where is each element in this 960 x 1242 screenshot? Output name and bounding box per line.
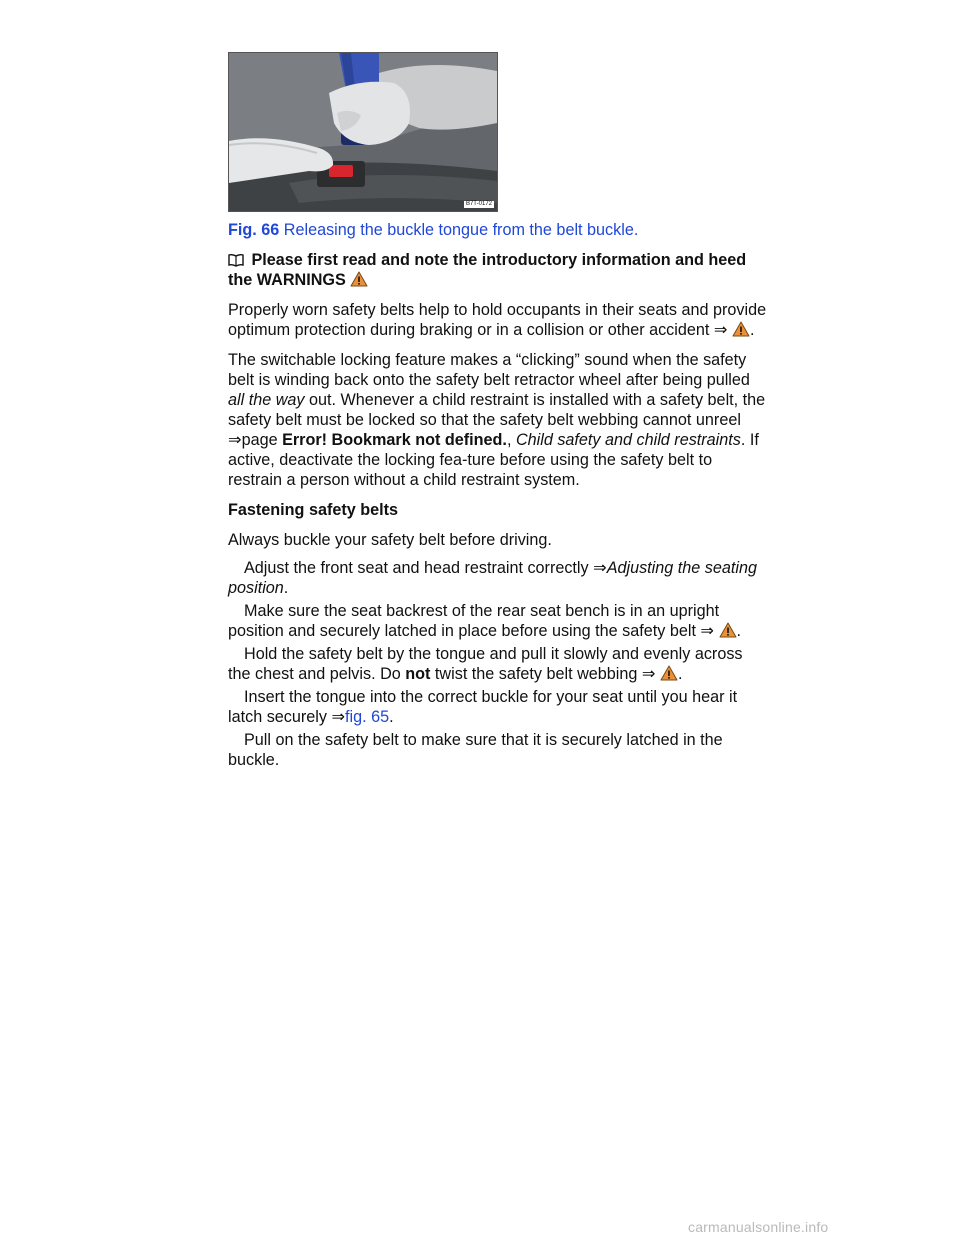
emphasis-text: all the way bbox=[228, 391, 305, 409]
figure-link[interactable]: fig. 65 bbox=[345, 708, 390, 726]
figure-caption bbox=[228, 220, 768, 240]
step-text: Pull on the safety belt to make sure that it is securely latched in the buckle. bbox=[228, 731, 723, 769]
step-text: twist the safety belt webbing ⇒ bbox=[430, 665, 660, 683]
paragraph-locking-feature bbox=[228, 350, 768, 490]
paragraph-text: , bbox=[506, 431, 516, 449]
step-text: Insert the tongue into the correct buckle for your seat until you hear it latch securely ⇒ bbox=[228, 688, 738, 726]
step-end: . bbox=[736, 622, 741, 640]
figure-number: Fig. 66 bbox=[228, 221, 280, 239]
document-page bbox=[228, 52, 768, 770]
figure-image-code: B7T-0172 bbox=[465, 201, 492, 207]
cross-reference-link[interactable]: Child safety and child restraints bbox=[515, 431, 741, 449]
intro-text: Please first read and note the introductory information and heed the WARNINGS bbox=[228, 251, 747, 289]
step-text: Adjust the front seat and head restraint correctly ⇒ bbox=[244, 559, 607, 577]
step-end: . bbox=[283, 579, 289, 597]
paragraph-belts-protection bbox=[228, 300, 768, 340]
bookmark-error-text: Error! Bookmark not defined. bbox=[282, 431, 507, 449]
section-lead: Always buckle your safety belt before driving. bbox=[228, 531, 552, 549]
step-end: . bbox=[389, 708, 394, 726]
step-item bbox=[228, 730, 768, 770]
section-heading: Fastening safety belts bbox=[228, 501, 399, 519]
paragraph-end: . bbox=[749, 321, 755, 339]
emphasis-text: not bbox=[405, 665, 431, 683]
figure-caption-text: Releasing the buckle tongue from the belt buckle. bbox=[279, 221, 639, 239]
cross-reference-link[interactable]: Adjusting the seating position bbox=[228, 559, 757, 597]
paragraph-text: . If active, deactivate the locking fea-ture before using the safety belt to restrain a person without a child restraint system. bbox=[228, 431, 759, 489]
warning-triangle-icon[interactable] bbox=[732, 321, 750, 337]
paragraph-text: Properly worn safety belts help to hold occupants in their seats and provide optimum protection during braking or in a collision or other accident ⇒ bbox=[228, 301, 767, 339]
warning-triangle-icon[interactable] bbox=[350, 271, 368, 287]
paragraph-text: out. Whenever a child restraint is installed with a safety belt, the safety belt must be locked so that the safety belt webbing cannot unreel ⇒page bbox=[228, 391, 766, 449]
step-item bbox=[228, 601, 768, 641]
warning-triangle-icon[interactable] bbox=[719, 622, 737, 638]
intro-note bbox=[228, 250, 768, 290]
buckle-release-figure bbox=[228, 52, 498, 212]
warning-triangle-icon[interactable] bbox=[660, 665, 678, 681]
step-list bbox=[228, 558, 768, 770]
step-item bbox=[228, 558, 768, 598]
buckle-release-illustration bbox=[229, 53, 497, 211]
step-item bbox=[228, 644, 768, 684]
paragraph-text: The switchable locking feature makes a “clicking” sound when the safety belt is winding back onto the safety belt retractor wheel after being pulled bbox=[228, 351, 750, 389]
step-item bbox=[228, 687, 768, 727]
book-icon bbox=[228, 253, 244, 267]
site-watermark: carmanualsonline.info bbox=[688, 1219, 829, 1235]
step-text: Hold the safety belt by the tongue and pull it slowly and evenly across the chest and pelvis. Do bbox=[228, 645, 743, 683]
step-text: Make sure the seat backrest of the rear seat bench is in an upright position and securely latched in place before using the safety belt ⇒ bbox=[228, 602, 720, 640]
step-end: . bbox=[677, 665, 683, 683]
